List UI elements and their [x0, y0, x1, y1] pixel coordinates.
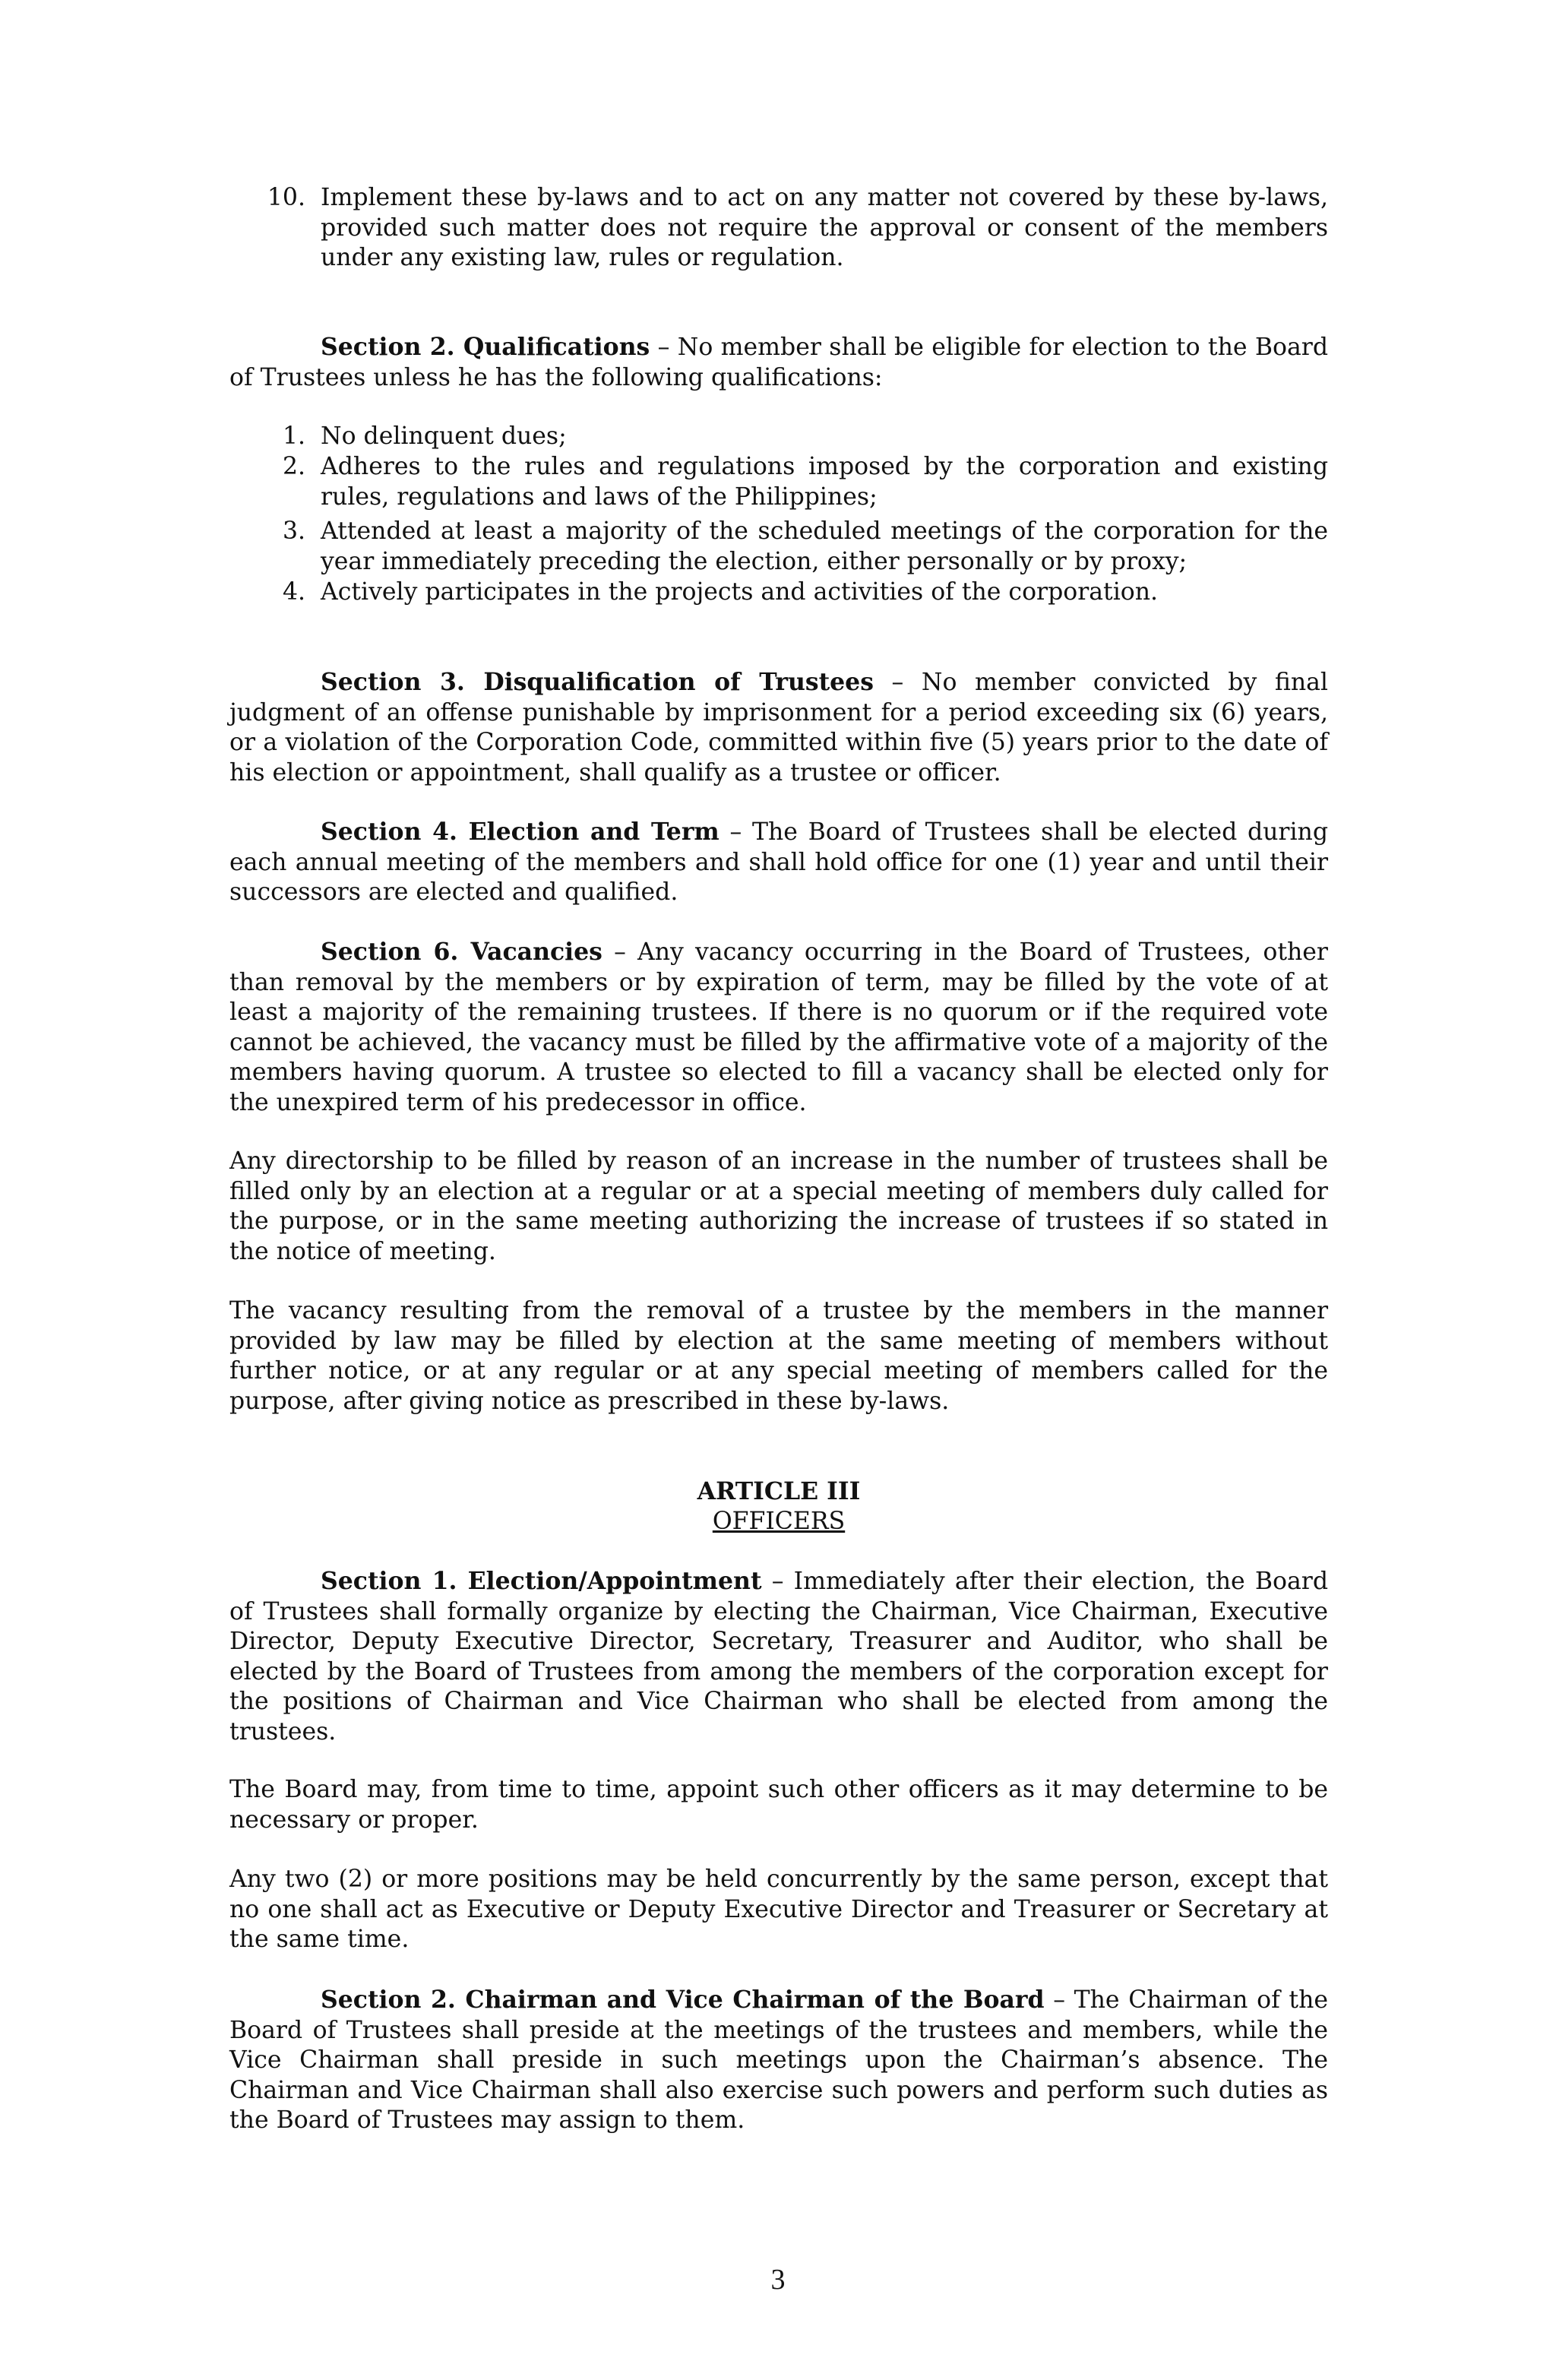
- list-item-text: Actively participates in the projects and activities of the corporation.: [321, 578, 1159, 606]
- section-heading: Section 1. Election/Appointment: [321, 1567, 762, 1595]
- paragraph: The Board may, from time to time, appoint such other officers as it may determine to be necessary or proper.: [229, 1776, 1328, 1834]
- list-item-number: 3.: [282, 517, 305, 545]
- list-item-text: Attended at least a majority of the scheduled meetings of the corporation for the year immediately preceding the election, either personally or by proxy;: [321, 517, 1328, 575]
- section-2-qualifications: [229, 332, 1328, 393]
- section-3-disqualification: [229, 667, 1328, 788]
- list-item-text: No delinquent dues;: [321, 423, 567, 450]
- section-body: – The Chairman of the Board of Trustees shall preside at the meetings of the trustees and members, while the Vice Chairman shall preside in such meetings upon the Chairman’s absence. The Chairman and Vice Chairman shall also exercise such powers and perform such duties as the Board of Trustees may assign to them.: [229, 1986, 1329, 2134]
- list-item-number: 2.: [282, 453, 305, 480]
- section-heading: Section 4. Election and Term: [321, 818, 719, 846]
- list-item-number: 1.: [282, 423, 305, 450]
- section-heading: Section 2. Qualifications: [321, 333, 650, 361]
- list-item-text: Adheres to the rules and regulations imposed by the corporation and existing rules, regulations and laws of the Philippines;: [321, 453, 1328, 511]
- paragraph: The vacancy resulting from the removal of a trustee by the members in the manner provided by law may be filled by election at the same meeting of members without further notice, or at any regular or at any special meeting of members called for the purpose, after giving notice as prescribed in these by-laws.: [229, 1297, 1328, 1415]
- article-3-section-1: [229, 1566, 1328, 1747]
- paragraph: Any directorship to be filled by reason of an increase in the number of trustees shall be filled only by an election at a regular or at a special meeting of members duly called for the purpose, or in the same meeting authorizing the increase of trustees if so stated in the notice of meeting.: [229, 1147, 1328, 1265]
- section-body: – No member shall be eligible for election to the Board of Trustees unless he has the following qualifications:: [229, 334, 1328, 391]
- section-body: – Any vacancy occurring in the Board of Trustees, other than removal by the members or by expiration of term, may be filled by the vote of at least a majority of the remaining trustees. If there is no quorum or if the required vote cannot be achieved, the vacancy must be filled by the affirmative vote of a majority of the members having quorum. A trustee so elected to fill a vacancy shall be elected only for the unexpired term of his predecessor in office.: [229, 938, 1328, 1116]
- section-heading: Section 2. Chairman and Vice Chairman of the Board: [321, 1986, 1045, 2014]
- list-item-text: Implement these by-laws and to act on any matter not covered by these by-laws, provided such matter does not require the approval or consent of the members under any existing law, rules or regulation.: [321, 184, 1328, 271]
- page-number: 3: [770, 2264, 786, 2296]
- section-body: – Immediately after their election, the Board of Trustees shall formally organize by electing the Chairman, Vice Chairman, Executive Director, Deputy Executive Director, Secretary, Treasurer and Auditor, who shall be elected by the Board of Trustees from among the members of the corporation except for the positions of Chairman and Vice Chairman who shall be elected from among the trustees.: [229, 1568, 1328, 1745]
- article-title: ARTICLE III: [697, 1477, 861, 1505]
- section-heading: Section 6. Vacancies: [321, 938, 602, 966]
- section-4-election-term: [229, 817, 1328, 908]
- list-item-number: 10.: [267, 184, 305, 211]
- section-body: – No member convicted by final judgment of an offense punishable by imprisonment for a period exceeding six (6) years, or a violation of the Corporation Code, committed within five (5) years prior to the date of his election or appointment, shall qualify as a trustee or officer.: [229, 669, 1328, 786]
- section-heading: Section 3. Disqualification of Trustees: [321, 668, 874, 696]
- article-heading: [229, 1476, 1328, 1537]
- article-subtitle: OFFICERS: [712, 1507, 846, 1535]
- article-3-section-2: [229, 1985, 1328, 2136]
- list-item-number: 4.: [282, 578, 305, 606]
- section-body: – The Board of Trustees shall be elected during each annual meeting of the members and shall hold office for one (1) year and until their successors are elected and qualified.: [229, 818, 1329, 906]
- paragraph: Any two (2) or more positions may be held concurrently by the same person, except that no one shall act as Executive or Deputy Executive Director and Treasurer or Secretary at the same time.: [229, 1866, 1328, 1953]
- section-6-vacancies: [229, 937, 1328, 1118]
